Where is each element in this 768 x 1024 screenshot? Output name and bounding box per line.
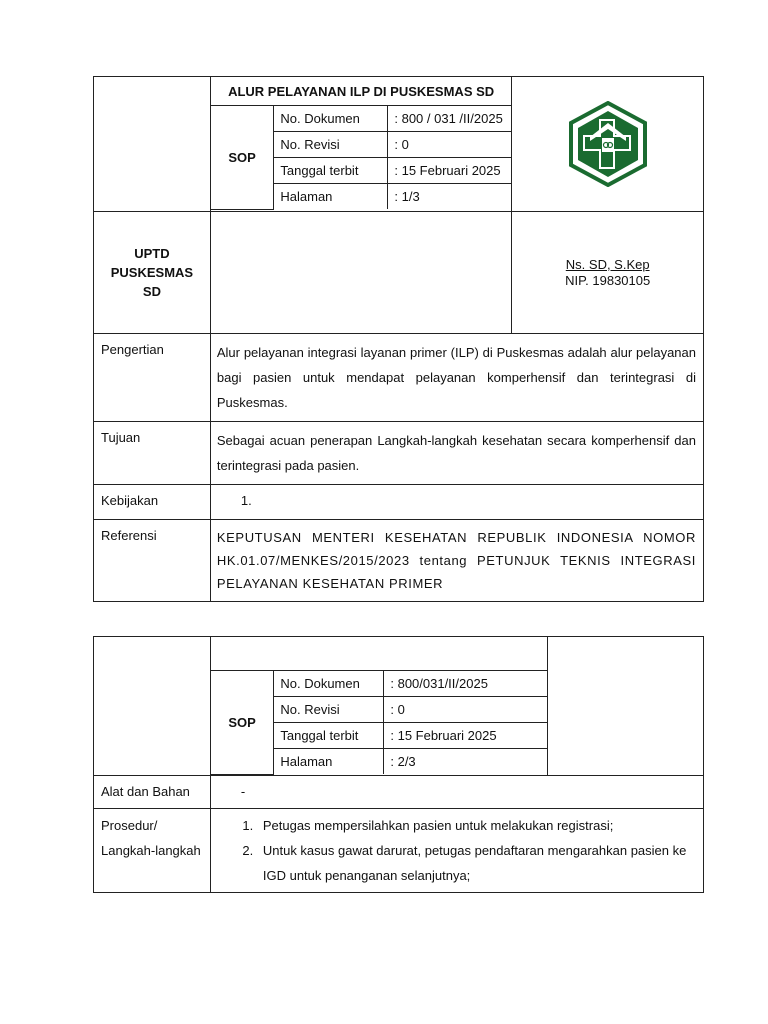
meta-label: Halaman	[274, 184, 388, 210]
sop-document-page-2	[93, 636, 704, 893]
prosedur-label-line: Langkah-langkah	[101, 842, 201, 858]
meta-value: : 15 Februari 2025	[388, 158, 512, 184]
meta-label: No. Dokumen	[274, 671, 384, 697]
signer-block	[512, 212, 704, 334]
prosedur-label	[94, 808, 211, 892]
tujuan-label: Tujuan	[94, 422, 211, 485]
puskesmas-logo	[568, 101, 648, 187]
prosedur-steps	[210, 808, 703, 892]
signature-area	[210, 212, 512, 334]
logo-cell-blank	[548, 637, 704, 776]
meta-table	[211, 106, 512, 210]
referensi-text: KEPUTUSAN MENTERI KESEHATAN REPUBLIK INDONESIA NOMOR HK.01.07/MENKES/2015/2023 tentang PETUNJUK TEKNIS INTEGRASI PELAYANAN KESEHATAN PRIMER	[210, 520, 703, 602]
step-item: 2. Untuk kasus gawat darurat, petugas pendaftaran mengarahkan pasien ke IGD untuk penanganan selanjutnya;	[257, 838, 696, 888]
meta-label: Tanggal terbit	[274, 723, 384, 749]
title-block	[210, 637, 548, 776]
kebijakan-item: 1.	[240, 493, 252, 508]
step-item: 1. Petugas mempersilahkan pasien untuk melakukan registrasi;	[257, 813, 696, 838]
signer-nip: NIP. 19830105	[565, 272, 651, 288]
pengertian-text: Alur pelayanan integrasi layanan primer (ILP) di Puskesmas adalah alur pelayanan bagi pasien untuk mendapat pelayanan komperhensif dan terintegrasi di Puskesmas.	[210, 334, 703, 422]
pengertian-label: Pengertian	[94, 334, 211, 422]
meta-value: : 800 / 031 /II/2025	[388, 106, 512, 132]
kebijakan-list	[210, 485, 703, 520]
meta-value: : 0	[388, 132, 512, 158]
prosedur-label-line: Prosedur/	[101, 817, 158, 833]
meta-table	[211, 671, 548, 775]
meta-label: Halaman	[274, 749, 384, 775]
meta-label: No. Revisi	[274, 697, 384, 723]
meta-value: : 0	[384, 697, 548, 723]
meta-value: : 2/3	[384, 749, 548, 775]
title-block	[210, 77, 512, 212]
sop-label: SOP	[211, 106, 274, 209]
tujuan-text: Sebagai acuan penerapan Langkah-langkah kesehatan secara komperhensif dan terintegrasi pada pasien.	[210, 422, 703, 485]
meta-label: No. Dokumen	[274, 106, 388, 132]
steps-list	[211, 813, 696, 888]
document-title: ALUR PELAYANAN ILP DI PUSKESMAS SD	[211, 77, 512, 106]
signer-name: Ns. SD, S.Kep	[565, 256, 650, 272]
org-line: SD	[142, 284, 161, 299]
sop-document-page-1	[93, 76, 704, 602]
org-cell	[94, 77, 211, 212]
org-cell-blank	[94, 637, 211, 776]
meta-label: Tanggal terbit	[274, 158, 388, 184]
alat-value: -	[210, 775, 703, 808]
kebijakan-label: Kebijakan	[94, 485, 211, 520]
referensi-label: Referensi	[94, 520, 211, 602]
org-line: PUSKESMAS	[110, 265, 194, 280]
meta-label: No. Revisi	[274, 132, 388, 158]
org-name	[94, 212, 211, 334]
meta-value: : 1/3	[388, 184, 512, 210]
sop-label: SOP	[211, 671, 274, 774]
meta-value: : 15 Februari 2025	[384, 723, 548, 749]
alat-label: Alat dan Bahan	[94, 775, 211, 808]
document-title-blank	[211, 637, 548, 671]
org-line: UPTD	[134, 246, 170, 261]
meta-value: : 800/031/II/2025	[384, 671, 548, 697]
logo-cell	[512, 77, 704, 212]
